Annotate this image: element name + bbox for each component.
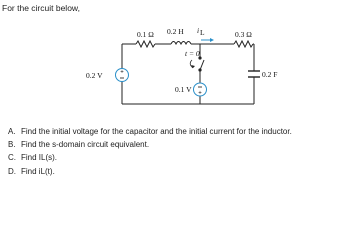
resistor-r2 (234, 41, 253, 47)
inductor (171, 42, 191, 45)
source-left-label: 0.2 V (86, 71, 103, 80)
r1-label: 0.1 Ω (137, 30, 154, 39)
resistor-r1 (136, 41, 155, 47)
question-item (8, 151, 292, 164)
question-text: Find IL(s). (21, 153, 58, 163)
capacitor (248, 71, 260, 77)
current-label: i (197, 26, 200, 35)
question-list (8, 125, 292, 178)
switch-label: t = 0 (185, 49, 200, 58)
current-arrow-icon (201, 38, 214, 42)
question-item (8, 138, 292, 151)
question-letter: B. (8, 140, 16, 150)
inductor-label: 0.2 H (167, 27, 184, 36)
question-text: Find the initial voltage for the capacitor and the initial current for the inductor. (21, 127, 292, 136)
question-text: Find iL(t). (21, 166, 55, 176)
svg-text:+: + (120, 69, 124, 76)
voltage-source-left (116, 69, 129, 82)
r2-label: 0.3 Ω (235, 30, 252, 39)
question-letter: A. (8, 127, 16, 136)
capacitor-label: 0.2 F (262, 70, 278, 79)
question-text: Find the s-domain circuit equivalent. (21, 140, 150, 150)
question-letter: C. (8, 153, 16, 163)
voltage-source-middle (194, 83, 207, 97)
current-label-sub: L (200, 28, 205, 37)
question-item (8, 125, 292, 138)
problem-intro: For the circuit below, (2, 3, 80, 13)
svg-text:+: + (198, 90, 202, 97)
question-item (8, 165, 292, 178)
switch (190, 56, 204, 71)
question-letter: D. (8, 166, 16, 176)
source-middle-label: 0.1 V (175, 85, 192, 94)
